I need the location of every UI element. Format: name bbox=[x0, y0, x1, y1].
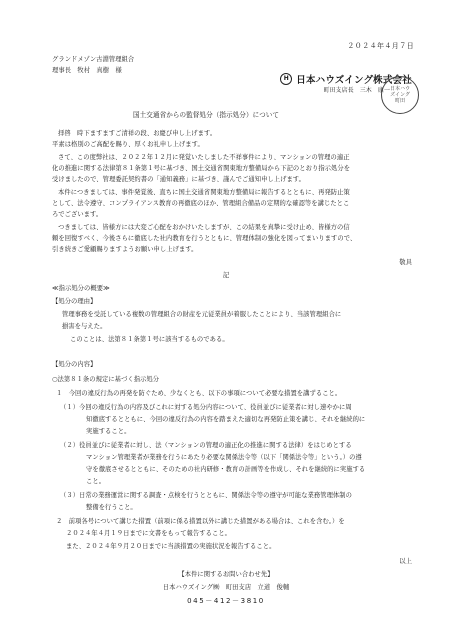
body-line: として、法令遵守、コンプライアンス教育の再徹底のほか、管理組合備品の定期的な確認等を講じたとこ bbox=[52, 200, 350, 207]
reason-line: 管理事務を受託している複数の管理組合の財産を元従業員が着服したことにより、当該管理組合に bbox=[62, 311, 342, 318]
body-line: 受けましたので、管理委託契約書の「通知義務」に基づき、謹んでご通知申し上げます。 bbox=[52, 176, 305, 183]
body-line: 本件につきましては、事件発覚後、直ちに国土交通省関東地方整備局に報告するとともに、再発防止策 bbox=[58, 189, 350, 196]
branch-manager: 町田支店長 三木 康一 bbox=[323, 87, 390, 94]
content-line: ２０２４年４月１９日までに文書をもって報告すること。 bbox=[66, 530, 232, 537]
contact-heading: 【本件に関するお問い合わせ先】 bbox=[178, 571, 274, 578]
body-line: 化の推進に関する法律第８１条第１号に基づき、国土交通省関東地方整備局から下記のとおり指示処分を bbox=[52, 165, 351, 172]
section-heading: ≪指示処分の概要≫ bbox=[52, 285, 110, 292]
content-line: また、２０２４年９月２０日までに当該措置の実施状況を報告すること。 bbox=[66, 543, 276, 550]
closing-ijo: 以上 bbox=[399, 558, 412, 565]
content-line: 知徹底するとともに、今回の違反行為の内容を踏まえた適切な再発防止策を講じ、それを継続的に bbox=[86, 416, 366, 423]
seal-text-2: ズイング bbox=[390, 92, 410, 98]
content-line: こと。 bbox=[86, 478, 106, 485]
contact-person: 日本ハウズイング㈱ 町田支店 立道 俊輔 bbox=[162, 584, 290, 591]
body-line: 頼を回復すべく、今後さらに徹底した社内教育を行うとともに、管理体制の強化を図ってまいりますので、 bbox=[52, 235, 357, 242]
content-line: 整備を行うこと。 bbox=[86, 504, 137, 511]
body-line: 平素は格別のご高配を賜り、厚くお礼申し上げます。 bbox=[52, 141, 204, 148]
company-name: 日本ハウズイング株式会社 bbox=[296, 75, 412, 86]
letter-date: ２０２４年４月７日 bbox=[347, 42, 414, 50]
content-line: （１）今回の違反行為の内容及びこれに対する処分内容について、役員並びに従業者に対し速やかに周 bbox=[60, 404, 352, 411]
body-line: 拝啓 時下ますますご清祥の段、お慶び申し上げます。 bbox=[58, 130, 217, 137]
body-line: さて、この度弊社は、２０２２年１２月に発覚いたしました不祥事件により、マンションの管理の適正 bbox=[58, 154, 350, 161]
content-heading: 【処分の内容】 bbox=[52, 361, 97, 368]
body-line: 引き続きご愛顧賜りますようお願い申し上げます。 bbox=[52, 246, 198, 253]
recipient-org: グランドメゾン古淵管理組合 bbox=[52, 56, 135, 63]
content-line: 守を徹底させるとともに、そのための社内研修・教育の計画等を作成し、それを継続的に実施する bbox=[86, 466, 366, 473]
body-line: つきましては、皆様方には大変ご心配をおかけいたしますが、この結果を真摯に受け止め、皆様方の信 bbox=[58, 224, 350, 231]
company-logo-icon: H bbox=[280, 73, 292, 85]
content-line: マンション管理業者が業務を行うにあたり必要な関係法令等（以下「関係法令等」という。）の遵 bbox=[86, 454, 362, 461]
content-line: ２ 前項各号について講じた措置（前項に係る措置以外に講じた措置がある場合は、これを含む。）を bbox=[56, 518, 345, 525]
document-title: 国土交通省からの監督処分（指示処分）について bbox=[133, 111, 280, 119]
reason-line: このことは、法第８１条第１号に該当するものである。 bbox=[70, 336, 229, 343]
reason-heading: 【処分の理由】 bbox=[52, 298, 97, 305]
seal-text-1: 日本ハウ bbox=[389, 86, 410, 92]
content-line: 実施すること。 bbox=[86, 428, 131, 435]
content-line: ○法第８１条の規定に基づく指示処分 bbox=[52, 376, 160, 383]
company-seal-stamp bbox=[381, 76, 419, 114]
content-line: （３）日常の業務運営に関する調査・点検を行うとともに、関係法令等の遵守が可能な業務管理体制の bbox=[60, 492, 352, 499]
body-line: ろでございます。 bbox=[52, 211, 103, 218]
contact-phone: 045－412－3810 bbox=[187, 597, 265, 605]
closing-keigu: 敬具 bbox=[399, 259, 412, 266]
reason-line: 損害を与えた。 bbox=[62, 323, 107, 330]
recipient-name: 理事長 牧村 真樹 様 bbox=[52, 67, 122, 74]
ki-marker: 記 bbox=[222, 272, 230, 279]
content-line: １ 今回の違反行為の再発を防ぐため、少なくとも、以下の事項について必要な措置を講ずること。 bbox=[56, 390, 342, 397]
seal-text-3: 町田 bbox=[394, 98, 405, 104]
content-line: （２）役員並びに従業者に対し、法（マンションの管理の適正化の推進に関する法律）をはじめとする bbox=[60, 442, 352, 449]
